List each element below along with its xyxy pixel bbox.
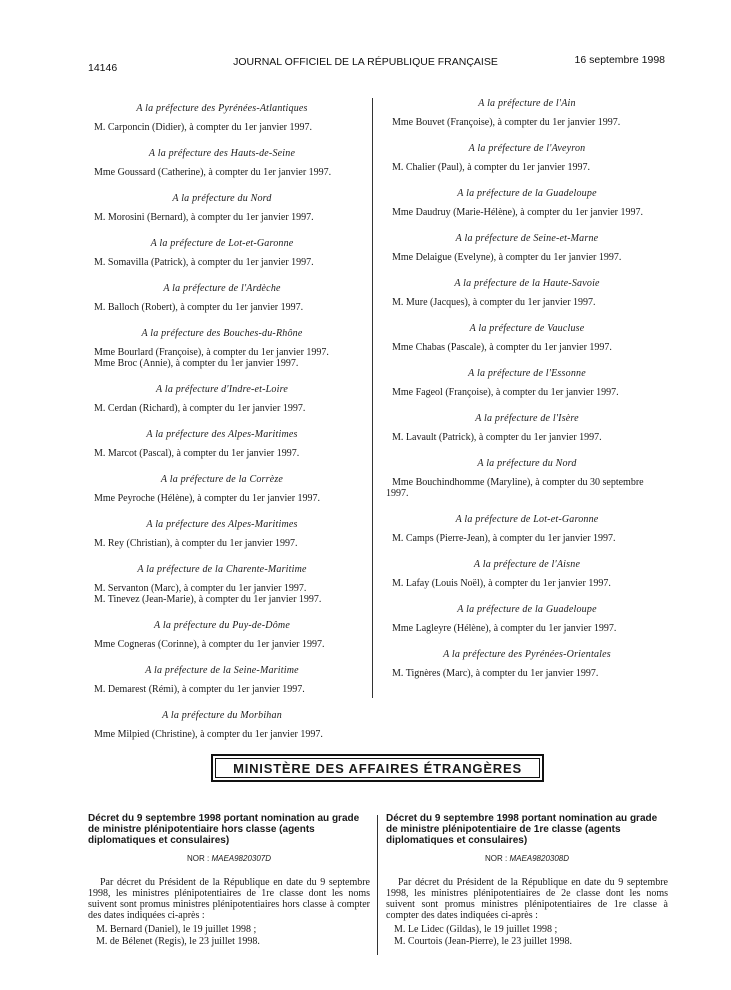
prefecture-entry [88, 328, 356, 369]
appointee-line: M. Lavault (Patrick), à compter du 1er janvier 1997. [392, 432, 602, 443]
prefecture-entry [386, 278, 668, 308]
nor-code: MAEA9820307D [211, 854, 272, 863]
appointee-line: M. Somavilla (Patrick), à compter du 1er janvier 1997. [94, 257, 314, 268]
appointee-line: M. Cerdan (Richard), à compter du 1er janvier 1997. [94, 403, 306, 414]
prefecture-entry [386, 188, 668, 218]
appointee-line: M. Rey (Christian), à compter du 1er janvier 1997. [94, 538, 298, 549]
appointee-line: Mme Lagleyre (Hélène), à compter du 1er janvier 1997. [392, 623, 617, 634]
prefecture-entry [88, 620, 356, 650]
appointee-line: M. Marcot (Pascal), à compter du 1er janvier 1997. [94, 448, 300, 459]
column-divider [372, 98, 373, 698]
prefecture-heading: A la préfecture du Puy-de-Dôme [154, 620, 290, 631]
appointee-line: Mme Delaigue (Evelyne), à compter du 1er janvier 1997. [392, 252, 622, 263]
prefecture-heading: A la préfecture de la Seine-Maritime [145, 665, 299, 676]
prefecture-heading: A la préfecture de la Charente-Maritime [137, 564, 307, 575]
decree-nor [88, 854, 370, 863]
decree-name: M. de Bélenet (Regis), le 23 juillet 1998. [96, 936, 260, 947]
appointee-line: Mme Daudruy (Marie-Hélène), à compter du 1er janvier 1997. [392, 207, 644, 218]
prefecture-entry [88, 429, 356, 459]
decree-divider [377, 815, 378, 955]
prefecture-heading: A la préfecture des Pyrénées-Orientales [443, 649, 611, 660]
prefecture-heading: A la préfecture des Alpes-Maritimes [146, 429, 298, 440]
prefecture-entry [88, 710, 356, 740]
prefecture-entry [386, 143, 668, 173]
prefecture-heading: A la préfecture de Vaucluse [469, 323, 585, 334]
decree-title: Décret du 9 septembre 1998 portant nomination au grade de ministre plénipotentiaire hors classe (agents diplomatiques et consulaires) [88, 813, 360, 846]
prefecture-heading: A la préfecture de la Guadeloupe [457, 188, 597, 199]
appointee-line: M. Balloch (Robert), à compter du 1er janvier 1997. [94, 302, 304, 313]
appointee-line: Mme Milpied (Christine), à compter du 1er janvier 1997. [94, 729, 323, 740]
prefecture-entry [88, 103, 356, 133]
decree-name: M. Bernard (Daniel), le 19 juillet 1998 ; [96, 924, 257, 935]
appointee-line: M. Tignères (Marc), à compter du 1er janvier 1997. [392, 668, 599, 679]
appointee-line: Mme Bouvet (Françoise), à compter du 1er janvier 1997. [392, 117, 621, 128]
nor-code: MAEA9820308D [509, 854, 570, 863]
appointee-line: M. Tinevez (Jean-Marie), à compter du 1er janvier 1997. [94, 594, 322, 605]
appointee-line: Mme Bourlard (Françoise), à compter du 1er janvier 1997. [94, 347, 329, 358]
nor-label: NOR : [186, 854, 210, 863]
appointee-line: Mme Peyroche (Hélène), à compter du 1er janvier 1997. [94, 493, 321, 504]
appointee-line: M. Carponcin (Didier), à compter du 1er janvier 1997. [94, 122, 312, 133]
issue-date: 16 septembre 1998 [574, 54, 665, 66]
appointee-line: M. Chalier (Paul), à compter du 1er janvier 1997. [392, 162, 590, 173]
prefecture-entry [88, 238, 356, 268]
prefecture-entry [88, 283, 356, 313]
prefecture-heading: A la préfecture de l'Aisne [473, 559, 581, 570]
prefecture-heading: A la préfecture de la Corrèze [160, 474, 284, 485]
prefecture-heading: A la préfecture de Lot-et-Garonne [150, 238, 294, 249]
decree-name: M. Courtois (Jean-Pierre), le 23 juillet 1998. [394, 936, 573, 947]
prefecture-entry [386, 413, 668, 443]
appointee-line: Mme Fageol (Françoise), à compter du 1er janvier 1997. [392, 387, 619, 398]
page-number: 14146 [88, 62, 118, 74]
prefecture-entry [386, 458, 668, 499]
prefecture-heading: A la préfecture de la Haute-Savoie [454, 278, 600, 289]
prefecture-heading: A la préfecture de l'Isère [475, 413, 579, 424]
prefecture-heading: A la préfecture de Lot-et-Garonne [455, 514, 599, 525]
prefecture-entry [88, 148, 356, 178]
journal-title: JOURNAL OFFICIEL DE LA RÉPUBLIQUE FRANÇAISE [233, 56, 498, 68]
prefecture-heading: A la préfecture de Seine-et-Marne [455, 233, 599, 244]
prefecture-heading: A la préfecture du Morbihan [162, 710, 282, 721]
prefecture-heading: A la préfecture de l'Ardèche [163, 283, 281, 294]
appointee-line: Mme Chabas (Pascale), à compter du 1er janvier 1997. [392, 342, 612, 353]
decree-body: Par décret du Président de la République en date du 9 septembre 1998, les ministres plénipotentiaires de 2e classe dont les noms suivent sont promus ministres plénipotentiaires de 1re classe à compter des dates indiquées ci-après : [386, 877, 668, 921]
prefecture-heading: A la préfecture de l'Ain [478, 98, 576, 109]
prefecture-entry [88, 193, 356, 223]
left-column [88, 103, 356, 755]
ministry-heading: MINISTÈRE DES AFFAIRES ÉTRANGÈRES [211, 754, 544, 782]
prefecture-heading: A la préfecture d'Indre-et-Loire [156, 384, 288, 395]
prefecture-entry [386, 514, 668, 544]
decree-name: M. Le Lidec (Gildas), le 19 juillet 1998 ; [394, 924, 558, 935]
appointee-line: Mme Broc (Annie), à compter du 1er janvier 1997. [94, 358, 299, 369]
prefecture-entry [88, 564, 356, 605]
prefecture-entry [386, 233, 668, 263]
appointee-line: M. Morosini (Bernard), à compter du 1er janvier 1997. [94, 212, 314, 223]
prefecture-heading: A la préfecture de la Guadeloupe [457, 604, 597, 615]
prefecture-entry [88, 665, 356, 695]
prefecture-entry [88, 474, 356, 504]
prefecture-heading: A la préfecture du Nord [477, 458, 577, 469]
prefecture-heading: A la préfecture des Pyrénées-Atlantiques [136, 103, 308, 114]
appointee-line: Mme Goussard (Catherine), à compter du 1er janvier 1997. [94, 167, 332, 178]
prefecture-heading: A la préfecture des Hauts-de-Seine [148, 148, 296, 159]
decree-nor [386, 854, 668, 863]
prefecture-heading: A la préfecture du Nord [172, 193, 272, 204]
prefecture-entry [386, 368, 668, 398]
appointee-line: M. Lafay (Louis Noël), à compter du 1er janvier 1997. [392, 578, 611, 589]
appointee-line: M. Servanton (Marc), à compter du 1er janvier 1997. [94, 583, 307, 594]
prefecture-entry [386, 649, 668, 679]
decree-body: Par décret du Président de la République en date du 9 septembre 1998, les ministres plénipotentiaires de 1re classe dont les noms suivent sont promus ministres plénipotentiaires hors classe à compter des dates indiquées ci-après : [88, 877, 370, 921]
nor-label: NOR : [484, 854, 508, 863]
appointee-line: Mme Cogneras (Corinne), à compter du 1er janvier 1997. [94, 639, 325, 650]
prefecture-heading: A la préfecture des Bouches-du-Rhône [141, 328, 303, 339]
decree-premiere-classe [386, 813, 668, 948]
right-column [386, 98, 668, 694]
prefecture-entry [386, 98, 668, 128]
appointee-line: M. Demarest (Rémi), à compter du 1er janvier 1997. [94, 684, 305, 695]
prefecture-heading: A la préfecture de l'Essonne [468, 368, 586, 379]
appointee-line: Mme Bouchindhomme (Maryline), à compter du 30 septembre 1997. [386, 477, 644, 499]
prefecture-entry [88, 519, 356, 549]
appointee-line: M. Camps (Pierre-Jean), à compter du 1er janvier 1997. [392, 533, 616, 544]
prefecture-entry [386, 604, 668, 634]
prefecture-entry [386, 559, 668, 589]
prefecture-entry [88, 384, 356, 414]
decree-hors-classe [88, 813, 370, 948]
prefecture-heading: A la préfecture des Alpes-Maritimes [146, 519, 298, 530]
prefecture-heading: A la préfecture de l'Aveyron [468, 143, 586, 154]
decree-title: Décret du 9 septembre 1998 portant nomination au grade de ministre plénipotentiaire de 1re classe (agents diplomatiques et consulaires) [386, 813, 658, 846]
prefecture-entry [386, 323, 668, 353]
appointee-line: M. Mure (Jacques), à compter du 1er janvier 1997. [392, 297, 596, 308]
